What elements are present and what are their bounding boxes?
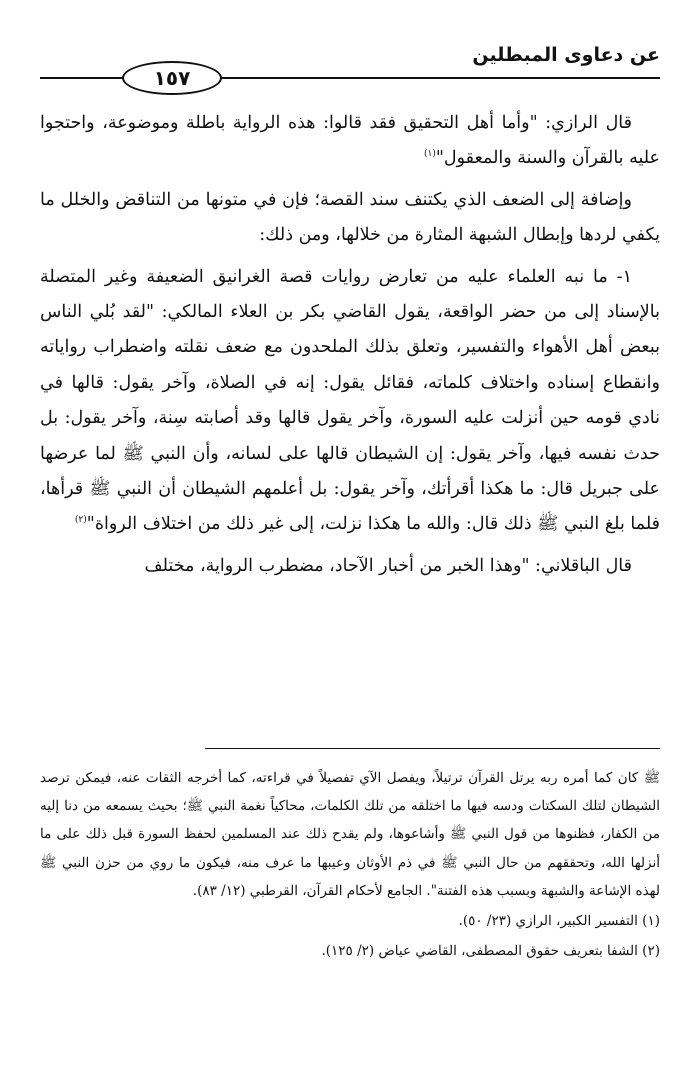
footnotes bbox=[40, 764, 660, 965]
page-number: ١٥٧ bbox=[122, 61, 222, 95]
main-text bbox=[40, 106, 660, 590]
paragraph-text: ١- ما نبه العلماء عليه من تعارض روايات قصة الغرانيق الضعيفة وغير المتصلة بالإسناد إلى من حضر الواقعة، يقول القاضي بكر بن العلاء المالكي: "لقد بُلي الناس ببعض أهل الأهواء والتفسير، وتعلق بذلك الملحدون مع ضعف نقلته واضطراب رواياته وانقطاع إسناده واختلاف كلماته، فقائل يقول: إنه في الصلاة، وآخر يقول: قالها في نادي قومه حين أنزلت عليه السورة، وآخر يقول قالها وقد أصابته سِنة، وآخر يقول: بل حدث نفسه فيها، وآخر يقول: إن الشيطان قالها على لسانه، وأن النبي ﷺ لما عرضها على جبريل قال: ما هكذا أقرأتك، وآخر يقول: بل أعلمهم الشيطان أن النبي ﷺ قرأها، فلما بلغ النبي ﷺ ذلك قال: والله ما هكذا نزلت، إلى غير ذلك من اختلاف الرواة" bbox=[40, 266, 660, 535]
paragraph-contradictions-intro: وإضافة إلى الضعف الذي يكتنف سند القصة؛ فإن في متونها من التناقض والخلل ما يكفي لردها وإبطال الشبهة المثارة من خلالها، ومن ذلك: bbox=[40, 189, 660, 246]
footnote-ref-1: (١) bbox=[424, 149, 436, 160]
paragraph-point-1 bbox=[40, 260, 660, 543]
footnote-2: (٢) الشفا بتعريف حقوق المصطفى، القاضي عياض (٢/ ١٢٥). bbox=[321, 943, 660, 960]
footnote-ref-2: (٢) bbox=[74, 515, 87, 526]
paragraph-baqillani-quote: قال الباقلاني: "وهذا الخبر من أخبار الآحاد، مضطرب الرواية، مختلف bbox=[144, 555, 632, 576]
page-header bbox=[40, 40, 660, 100]
footnote-1: (١) التفسير الكبير، الرازي (٢٣/ ٥٠). bbox=[458, 913, 660, 930]
paragraph-text: قال الرازي: "وأما أهل التحقيق فقد قالوا: هذه الرواية باطلة وموضوعة، واحتجوا عليه بالقرآن والسنة والمعقول" bbox=[40, 113, 660, 169]
paragraph-razi-quote bbox=[40, 106, 660, 177]
running-title: عن دعاوى المبطلين bbox=[472, 44, 660, 66]
footnote-separator bbox=[205, 748, 660, 749]
footnote-continuation: ﷺ كان كما أمره ربه يرتل القرآن ترتيلاً، ويفصل الآي تفصيلاً في قراءته، كما أخرجه الثقات عنه، فيمكن ترصد الشيطان لتلك السكتات ودسه فيها ما اختلقه من تلك الكلمات، محاكياً نغمة النبي ﷺ؛ بحيث يسمعه من دنا إليه من الكفار، فظنوها من قول النبي ﷺ وأشاعوها، ولم يقدح ذلك عند المسلمين لحفظ السورة قبل ذلك على ما أنزلها الله، وتحققهم من حال النبي ﷺ في ذم الأوثان وعيبها ما عرف منه، فيكون ما روي من حزن النبي ﷺ لهذه الإشاعة والشبهة وبسبب هذه الفتنة". الجامع لأحكام القرآن، القرطبي (١٢/ ٨٣). bbox=[40, 770, 661, 899]
